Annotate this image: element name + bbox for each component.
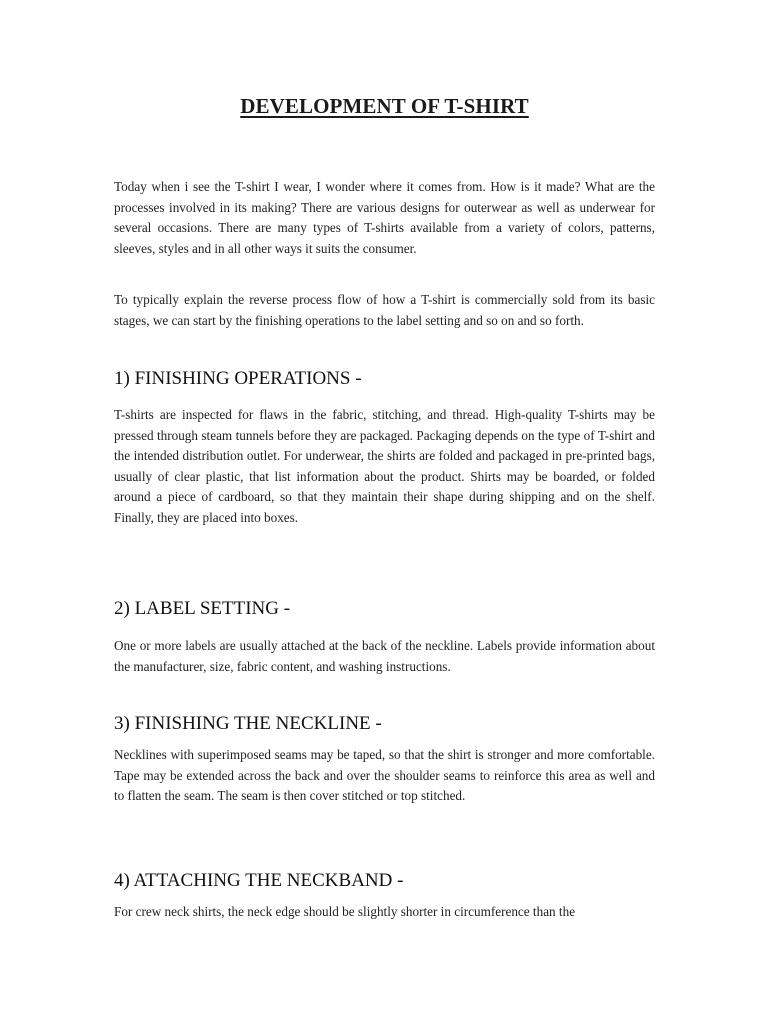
intro-paragraph-1: Today when i see the T-shirt I wear, I wonder where it comes from. How is it made? What are the processes involved in its making? There are various designs for outerwear as well as underwear for several occasions. There are many types of T-shirts available from a variety of colors, patterns, sleeves, styles and in all other ways it suits the consumer. <box>114 179 655 256</box>
intro-paragraph-2: To typically explain the reverse process flow of how a T-shirt is commercially sold from its basic stages, we can start by the finishing operations to the label setting and so on and so forth. <box>114 292 655 328</box>
section-heading-finishing-operations: 1) FINISHING OPERATIONS - <box>114 368 362 389</box>
section-body-attaching-neckband: For crew neck shirts, the neck edge should be slightly shorter in circumference than the <box>114 904 576 919</box>
section-heading-attaching-neckband: 4) ATTACHING THE NECKBAND - <box>114 870 404 891</box>
section-body-finishing-neckline: Necklines with superimposed seams may be taped, so that the shirt is stronger and more comfortable. Tape may be extended across the back and over the shoulder seams to reinforce this area as well and to flatten the seam. The seam is then cover stitched or top stitched. <box>114 747 655 803</box>
section-heading-label-setting: 2) LABEL SETTING - <box>114 598 291 619</box>
section-body-label-setting: One or more labels are usually attached at the back of the neckline. Labels provide information about the manufacturer, size, fabric content, and washing instructions. <box>114 638 655 674</box>
document-title: DEVELOPMENT OF T-SHIRT <box>240 94 529 118</box>
section-body-finishing-operations: T-shirts are inspected for flaws in the fabric, stitching, and thread. High-quality T-shirts may be pressed through steam tunnels before they are packaged. Packaging depends on the type of T-shirt and the intended distribution outlet. For underwear, the shirts are folded and packaged in pre-printed bags, usually of clear plastic, that list information about the product. Shirts may be boarded, or folded around a piece of cardboard, so that they maintain their shape during shipping and on the shelf. Finally, they are placed into boxes. <box>114 407 655 525</box>
section-heading-finishing-neckline: 3) FINISHING THE NECKLINE - <box>114 713 382 734</box>
